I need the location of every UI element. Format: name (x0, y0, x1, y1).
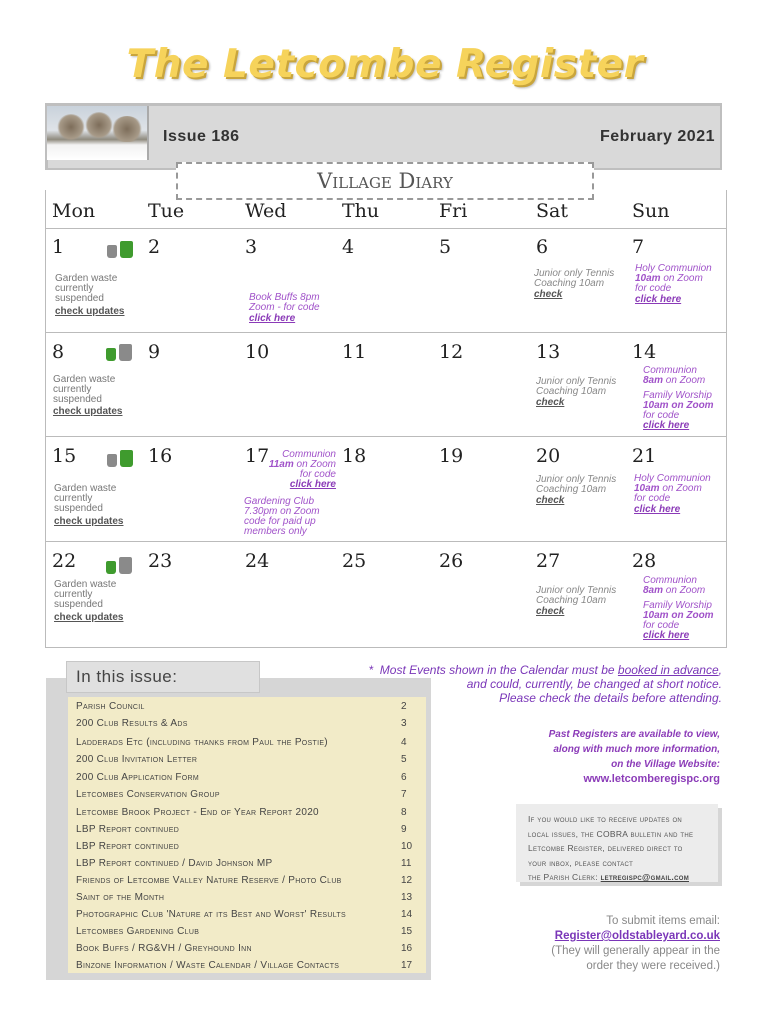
book-buffs-event: Book Buffs 8pm Zoom - for code (249, 292, 320, 313)
click-here-link[interactable]: click here (635, 294, 682, 305)
day-number: 20 (536, 445, 561, 467)
day-number: 21 (632, 445, 657, 467)
contents-item-title: Letcombes Gardening Club (76, 926, 200, 937)
row-divider (45, 228, 726, 229)
past-registers-note: Past Registers are available to view, along with much more information, on the Village Website: www.letcomberegispc.org (480, 727, 720, 787)
contents-item-page: 17 (401, 960, 413, 971)
tennis-event: Junior only Tennis Coaching 10am (536, 474, 617, 495)
submit-email-link[interactable]: Register@oldstableyard.co.uk (554, 930, 720, 942)
check-updates-link[interactable]: check updates (55, 306, 125, 317)
contents-item-title: Photographic Club 'Nature at its Best and Worst' Results (76, 909, 346, 920)
contents-item-page: 14 (401, 909, 413, 920)
day-number: 27 (536, 550, 561, 572)
day-number: 25 (342, 550, 367, 572)
garden-waste-note: Garden waste currently suspended (55, 273, 118, 304)
click-here-link[interactable]: click here (249, 313, 296, 324)
tennis-event: Junior only Tennis Coaching 10am (536, 585, 617, 606)
contents-item-title: Letcombes Conservation Group (76, 789, 220, 800)
holy-communion-event: Holy Communion 10am on Zoom for code (634, 473, 711, 504)
contents-item-title: LBP Report continued (76, 824, 180, 835)
contents-item-page: 7 (401, 789, 407, 800)
masthead-title: The Letcombe Register (126, 42, 644, 87)
contents-item-title: 200 Club Invitation Letter (76, 754, 198, 765)
green-bin-icon (120, 241, 133, 258)
contents-item-page: 10 (401, 841, 413, 852)
day-number: 23 (148, 550, 173, 572)
check-link[interactable]: check (536, 606, 565, 617)
day-number: 15 (52, 445, 77, 467)
row-divider (45, 541, 726, 542)
day-number: 7 (632, 236, 645, 258)
gardening-club-event: Gardening Club 7.30pm on Zoom code for paid up members only (244, 496, 320, 537)
check-link[interactable]: check (536, 397, 565, 408)
contents-item-page: 12 (401, 875, 413, 886)
contents-item-title: Ladderads Etc (including thanks from Paul the Postie) (76, 737, 328, 748)
contents-item-title: Friends of Letcombe Valley Nature Reserve / Photo Club (76, 875, 342, 886)
updates-text: If you would like to receive updates on local issues, the COBRA bulletin and the Letcombe Register, delivered direct to your inbox, please contact the Parish Clerk: letregispc@gmail.com (528, 814, 694, 882)
day-header-mon: Mon (52, 200, 96, 222)
row-divider (45, 436, 726, 437)
day-header-tue: Tue (148, 200, 185, 222)
tennis-event: Junior only Tennis Coaching 10am (534, 268, 615, 289)
day-number: 9 (148, 341, 161, 363)
contents-item-page: 4 (401, 737, 407, 748)
holy-communion-event: Holy Communion 10am on Zoom for code (635, 263, 712, 294)
contents-title: In this issue: (76, 667, 178, 686)
grey-bin-icon (119, 344, 132, 361)
contents-item-title: LBP Report continued (76, 841, 180, 852)
issue-date: February 2021 (599, 128, 715, 145)
day-header-thu: Thu (342, 200, 380, 222)
click-here-link[interactable]: click here (643, 630, 690, 641)
contents-item-title: Parish Council (76, 701, 145, 712)
check-updates-link[interactable]: check updates (54, 612, 124, 623)
contents-item-title: Binzone Information / Waste Calendar / Village Contacts (76, 960, 340, 971)
day-header-sun: Sun (632, 200, 670, 222)
garden-waste-note: Garden waste currently suspended (53, 374, 116, 405)
day-number: 28 (632, 550, 657, 572)
day-number: 6 (536, 236, 549, 258)
check-link[interactable]: check (534, 289, 563, 300)
contents-list (68, 697, 426, 973)
parish-clerk-email[interactable]: letregispc@gmail.com (600, 872, 689, 882)
day-number: 8 (52, 341, 65, 363)
day-number: 1 (52, 236, 65, 258)
contents-item-page: 11 (401, 858, 412, 869)
contents-item-page: 8 (401, 807, 407, 818)
click-here-link[interactable]: click here (643, 420, 690, 431)
day-number: 5 (439, 236, 452, 258)
click-here-link[interactable]: click here (289, 479, 336, 490)
day-number: 18 (342, 445, 367, 467)
village-website-link[interactable]: www.letcomberegispc.org (583, 773, 720, 785)
day-number: 13 (536, 341, 561, 363)
contents-item-page: 13 (401, 892, 413, 903)
contents-item-title: LBP Report continued / David Johnson MP (76, 858, 273, 869)
booking-note: * Most Events shown in the Calendar must be booked in advance, and could, currently, be changed at short notice. Please check the details before attending. (368, 663, 722, 705)
diary-title: Village Diary (176, 162, 594, 200)
garden-waste-note: Garden waste currently suspended (54, 579, 117, 610)
day-number: 16 (148, 445, 173, 467)
day-number: 22 (52, 550, 77, 572)
contents-item-title: Letcombe Brook Project - End of Year Report 2020 (76, 807, 319, 818)
day-number: 11 (342, 341, 367, 363)
contents-item-page: 15 (401, 926, 413, 937)
issue-number: Issue 186 (163, 128, 240, 145)
contents-item-page: 2 (401, 701, 407, 712)
day-number: 14 (632, 341, 657, 363)
day-number: 10 (245, 341, 270, 363)
communion-event: Communion 8am on Zoom Family Worship 10am on Zoom for code (643, 365, 714, 421)
day-header-sat: Sat (536, 200, 568, 222)
day-number: 17 (245, 445, 270, 467)
row-divider (45, 332, 726, 333)
communion-event: Communion 8am on Zoom Family Worship 10am on Zoom for code (643, 575, 714, 631)
grey-bin-icon (119, 557, 132, 574)
check-updates-link[interactable]: check updates (54, 516, 124, 527)
contents-item-page: 9 (401, 824, 407, 835)
winter-photo (47, 106, 149, 160)
green-bin-icon (106, 561, 116, 574)
contents-item-page: 3 (401, 718, 407, 729)
check-link[interactable]: check (536, 495, 565, 506)
day-number: 2 (148, 236, 161, 258)
tennis-event: Junior only Tennis Coaching 10am (536, 376, 617, 397)
green-bin-icon (106, 348, 116, 361)
click-here-link[interactable]: click here (634, 504, 681, 515)
contents-item-title: Book Buffs / RG&VH / Greyhound Inn (76, 943, 252, 954)
day-number: 4 (342, 236, 355, 258)
contents-item-page: 5 (401, 754, 407, 765)
day-number: 12 (439, 341, 464, 363)
contents-item-title: 200 Club Application Form (76, 772, 200, 783)
contents-item-title: 200 Club Results & Ads (76, 718, 188, 729)
garden-waste-note: Garden waste currently suspended (54, 483, 117, 514)
green-bin-icon (120, 450, 133, 467)
communion-event: Communion 11am on Zoom for code (268, 449, 336, 480)
check-updates-link[interactable]: check updates (53, 406, 123, 417)
day-number: 3 (245, 236, 258, 258)
day-number: 19 (439, 445, 464, 467)
contents-item-page: 16 (401, 943, 413, 954)
day-number: 24 (245, 550, 270, 572)
submit-note: To submit items email: Register@oldstableyard.co.uk (They will generally appear in the order they were received.) (510, 914, 720, 974)
day-header-fri: Fri (439, 200, 468, 222)
contents-item-page: 6 (401, 772, 407, 783)
grey-bin-icon (107, 454, 117, 467)
contents-item-title: Saint of the Month (76, 892, 165, 903)
calendar-grid (45, 190, 727, 648)
day-header-wed: Wed (245, 200, 287, 222)
grey-bin-icon (107, 245, 117, 258)
day-number: 26 (439, 550, 464, 572)
